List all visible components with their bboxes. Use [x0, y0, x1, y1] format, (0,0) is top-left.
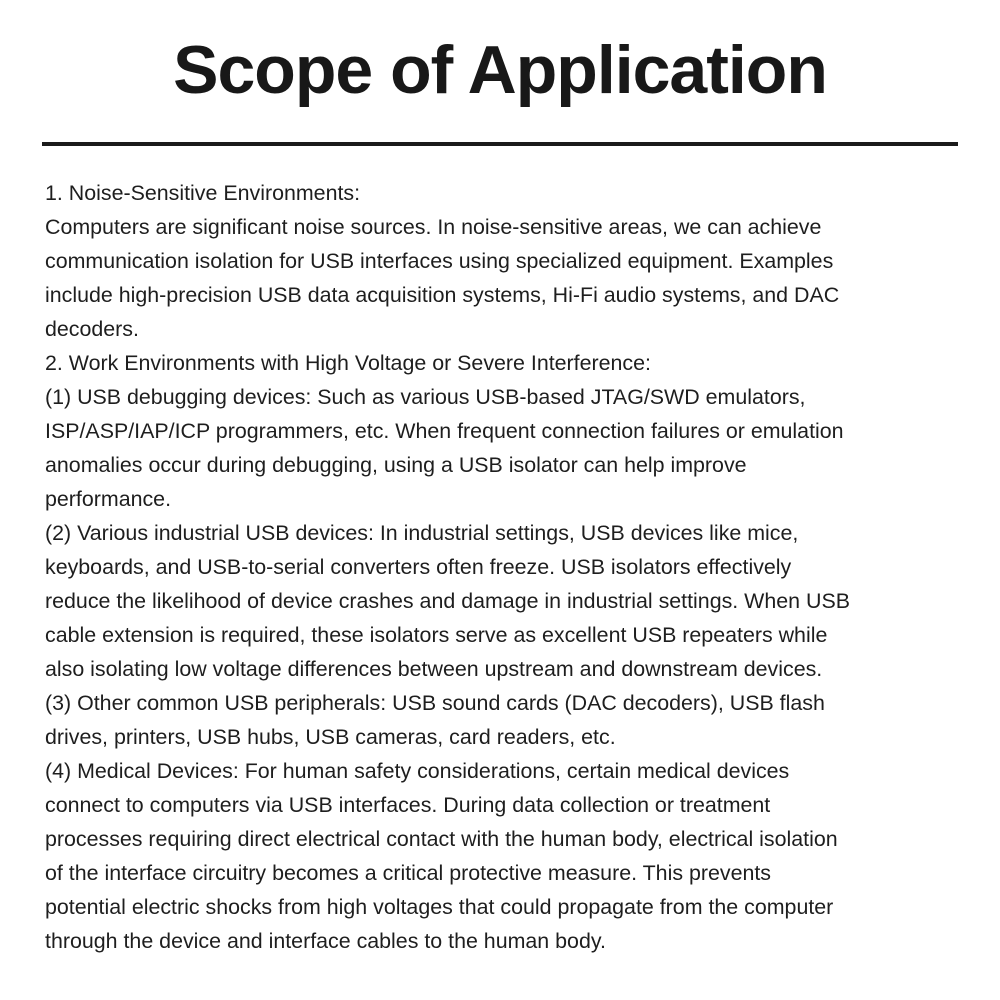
paragraph-line: processes requiring direct electrical contact with the human body, electrical isolation — [45, 827, 838, 851]
paragraph-line: include high-precision USB data acquisition systems, Hi-Fi audio systems, and DAC — [45, 283, 840, 307]
paragraph-line: ISP/ASP/IAP/ICP programmers, etc. When frequent connection failures or emulation — [45, 419, 844, 443]
paragraph-line: reduce the likelihood of device crashes and damage in industrial settings. When USB — [45, 589, 850, 613]
item-medical-devices — [45, 754, 960, 958]
item-industrial-usb — [45, 516, 960, 686]
paragraph-line: communication isolation for USB interfaces using specialized equipment. Examples — [45, 249, 834, 273]
paragraph-line: drives, printers, USB hubs, USB cameras, card readers, etc. — [45, 725, 616, 749]
paragraph-line: performance. — [45, 487, 172, 511]
paragraph-line: keyboards, and USB-to-serial converters often freeze. USB isolators effectively — [45, 555, 792, 579]
section-noise-sensitive — [45, 176, 960, 346]
paragraph-line: (1) USB debugging devices: Such as various USB-based JTAG/SWD emulators, — [45, 385, 806, 409]
paragraph-line: (3) Other common USB peripherals: USB sound cards (DAC decoders), USB flash — [45, 691, 825, 715]
item-usb-debugging — [45, 380, 960, 516]
paragraph-line: also isolating low voltage differences between upstream and downstream devices. — [45, 657, 823, 681]
paragraph-line: through the device and interface cables to the human body. — [45, 929, 606, 953]
item-usb-peripherals — [45, 686, 960, 754]
title-divider — [42, 142, 958, 146]
paragraph-line: of the interface circuitry becomes a critical protective measure. This prevents — [45, 861, 771, 885]
section-high-voltage — [45, 346, 960, 958]
paragraph-line: (4) Medical Devices: For human safety considerations, certain medical devices — [45, 759, 790, 783]
paragraph-line: Computers are significant noise sources. In noise-sensitive areas, we can achieve — [45, 215, 822, 239]
paragraph-line: potential electric shocks from high voltages that could propagate from the computer — [45, 895, 834, 919]
paragraph-line: (2) Various industrial USB devices: In industrial settings, USB devices like mice, — [45, 521, 799, 545]
paragraph-line: decoders. — [45, 317, 139, 341]
document-body — [45, 176, 960, 958]
paragraph-line: cable extension is required, these isolators serve as excellent USB repeaters while — [45, 623, 828, 647]
section-heading: 1. Noise-Sensitive Environments: — [45, 181, 361, 205]
paragraph-line: connect to computers via USB interfaces. During data collection or treatment — [45, 793, 771, 817]
page-title: Scope of Application — [173, 32, 827, 108]
section-heading: 2. Work Environments with High Voltage or Severe Interference: — [45, 351, 651, 375]
paragraph-line: anomalies occur during debugging, using a USB isolator can help improve — [45, 453, 747, 477]
